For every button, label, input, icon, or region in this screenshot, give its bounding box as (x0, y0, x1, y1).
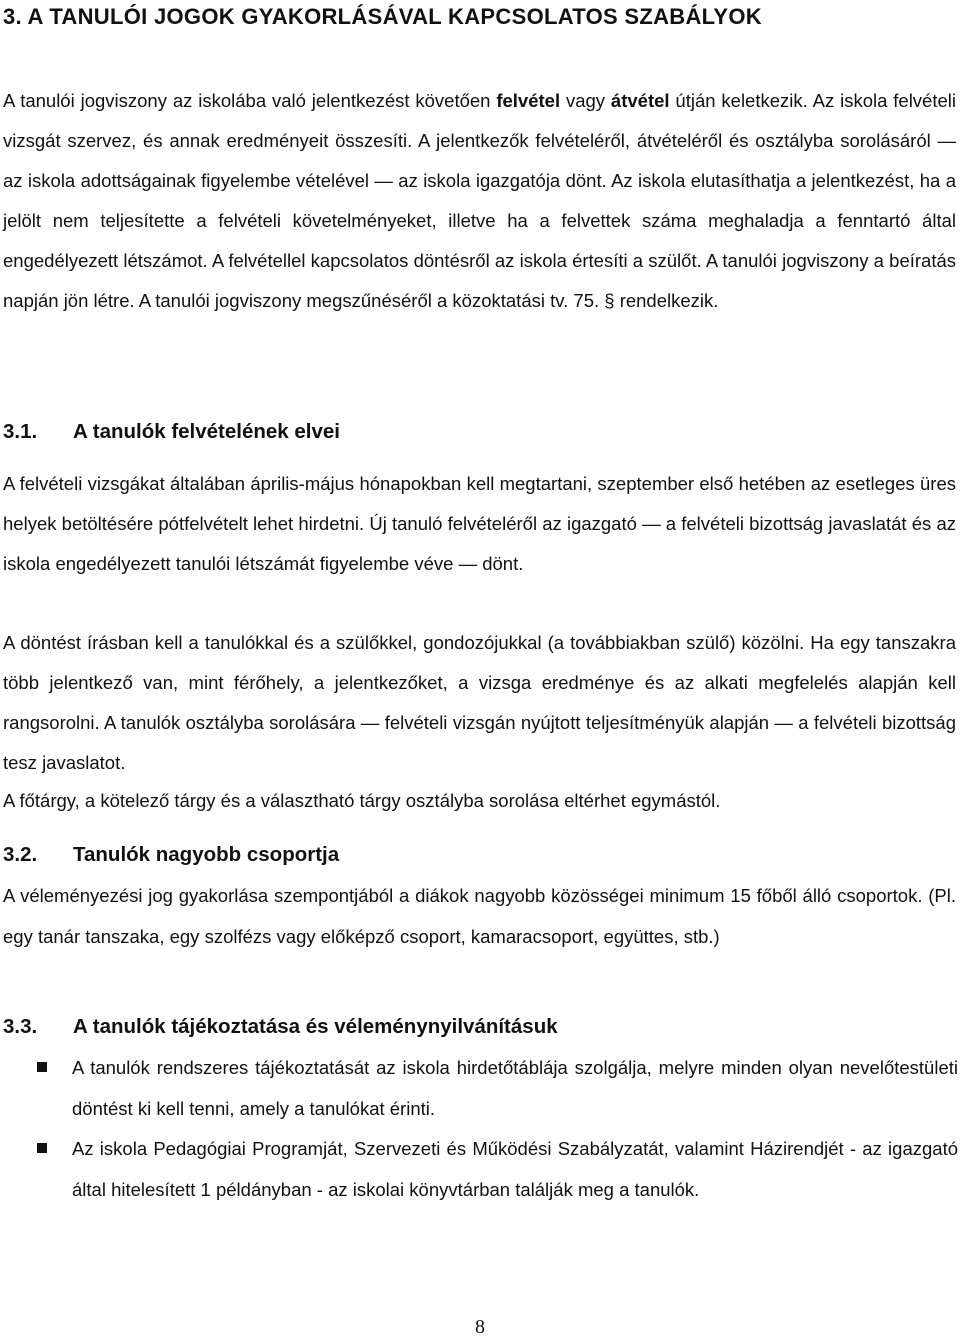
list-item-text: Az iskola Pedagógiai Programját, Szervezeti és Működési Szabályzatát, valamint Házirendjét - az igazgató által hitelesített 1 példányban - az iskolai könyvtárban találják meg a tanulók. (72, 1138, 958, 1200)
section-title: A tanulók felvételének elvei (73, 420, 340, 443)
intro-paragraph (3, 81, 956, 321)
intro-bold-atvetel: átvétel (610, 90, 670, 111)
square-bullet-icon (37, 1143, 47, 1153)
chapter-title: 3. A TANULÓI JOGOK GYAKORLÁSÁVAL KAPCSOLATOS SZABÁLYOK (3, 4, 762, 29)
intro-text-3: útján keletkezik. Az iskola felvételi vizsgát szervez, és annak eredményeit összesíti. A jelentkezők felvételéről, átvételéről és osztályba sorolásáról — az iskola adottságainak figyelembe vételével — az iskola igazgatója dönt. Az iskola elutasíthatja a jelentkezést, ha a jelölt nem teljesítette a felvételi követelményeket, illetve ha a felvettek száma meghaladja a fenntartó által engedélyezett létszámot. A felvétellel kapcsolatos döntésről az iskola értesíti a szülőt. A tanulói jogviszony a beíratás napján jön létre. A tanulói jogviszony megszűnéséről a közoktatási tv. 75. § rendelkezik. (3, 90, 956, 311)
section-3-2-heading (3, 841, 339, 869)
list-item (0, 1048, 958, 1129)
section-3-1-paragraph-1: A felvételi vizsgákat általában április-május hónapokban kell megtartani, szeptember első hetében az esetleges üres helyek betöltésére pótfelvételt lehet hirdetni. Új tanuló felvételéről az igazgató — a felvételi bizottság javaslatát és az iskola engedélyezett tanulói létszámát figyelembe véve — dönt. (3, 473, 956, 574)
section-3-3-heading (3, 1013, 558, 1041)
section-3-1-heading (3, 418, 340, 446)
section-3-1-paragraph-3: A főtárgy, a kötelező tárgy és a választható tárgy osztályba sorolása eltérhet egymástól. (3, 790, 721, 811)
intro-bold-felvetel: felvétel (496, 90, 561, 111)
page-number: 8 (475, 1316, 485, 1338)
section-title: A tanulók tájékoztatása és véleménynyilvánításuk (73, 1015, 558, 1038)
square-bullet-icon (37, 1062, 47, 1072)
list-item (0, 1129, 958, 1210)
section-3-2-paragraph: A véleményezési jog gyakorlása szempontjából a diákok nagyobb közösségei minimum 15 főből álló csoportok. (Pl. egy tanár tanszaka, egy szolfézs vagy előképző csoport, kamaracsoport, együttes, stb.) (3, 885, 956, 947)
section-title: Tanulók nagyobb csoportja (73, 843, 340, 866)
section-3-1-paragraph-2: A döntést írásban kell a tanulókkal és a szülőkkel, gondozójukkal (a továbbiakban szülő) közölni. Ha egy tanszakra több jelentkező van, mint férőhely, a jelentkezőket, a vizsga eredménye és az alkati megfelelés alapján kell rangsorolni. A tanulók osztályba sorolására — felvételi vizsgán nyújtott teljesítményük alapján — a felvételi bizottság tesz javaslatot. (3, 632, 956, 773)
intro-text-2: vagy (560, 90, 611, 111)
section-number: 3.1. (3, 420, 38, 443)
section-number: 3.3. (3, 1015, 38, 1038)
section-number: 3.2. (3, 843, 38, 866)
list-item-text: A tanulók rendszeres tájékoztatását az iskola hirdetőtáblája szolgálja, melyre minden olyan nevelőtestületi döntést ki kell tenni, amely a tanulókat érinti. (72, 1057, 958, 1119)
intro-text-1: A tanulói jogviszony az iskolába való jelentkezést követően (3, 90, 497, 111)
section-3-3-bullet-list (0, 1048, 958, 1210)
